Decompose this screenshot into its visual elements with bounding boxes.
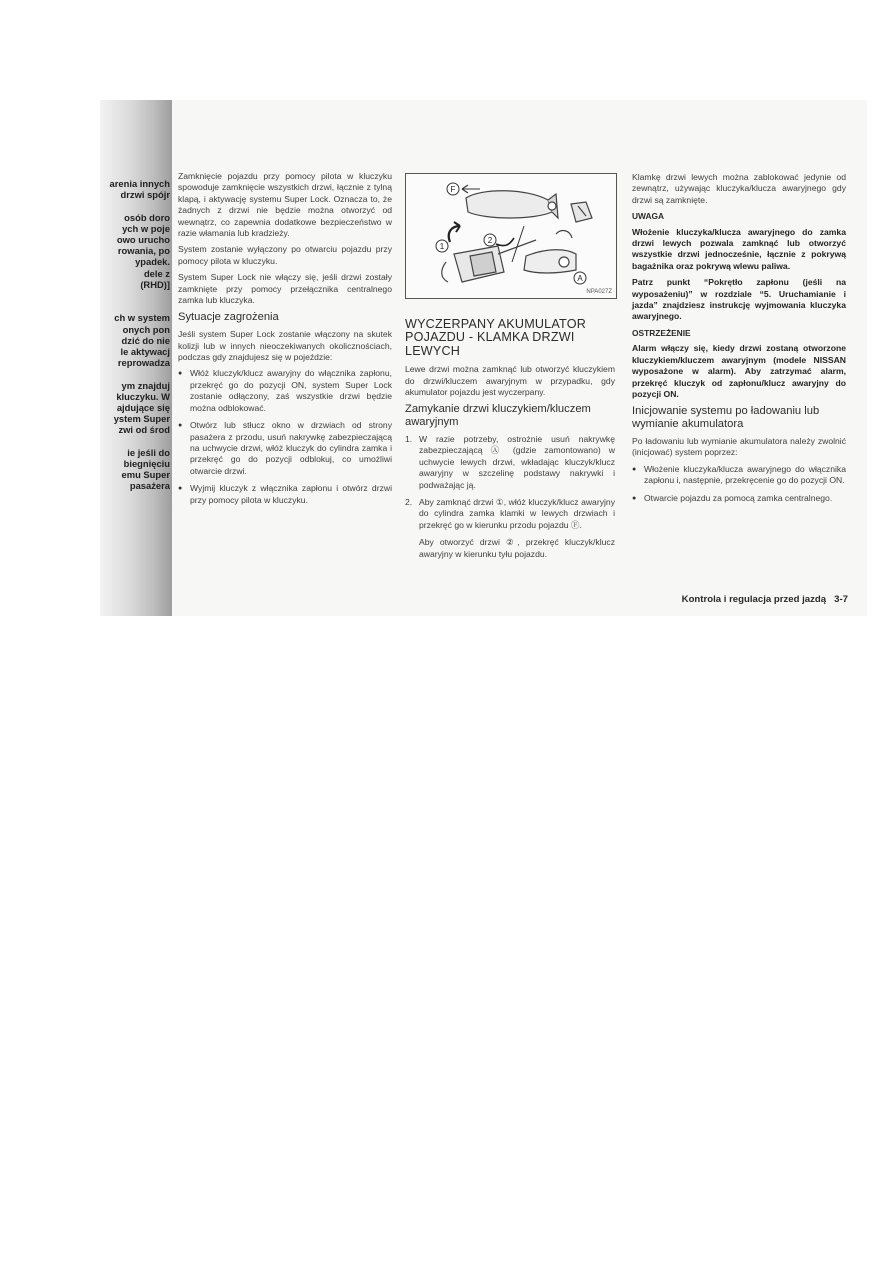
fragment-line: le aktywacj	[120, 346, 170, 358]
fragment-line	[100, 436, 170, 447]
door-handle-drawing	[406, 174, 616, 298]
column-3	[632, 172, 846, 510]
paragraph: System zostanie wyłączony po otwarciu pojazdu przy pomocy pilota w kluczyku.	[178, 244, 392, 266]
fragment-line	[100, 301, 170, 312]
warning-text: Alarm włączy się, kiedy drzwi zostaną otworzone kluczykiem/kluczem awaryjnym (modele NISSAN wyposażone w alarm). Aby zatrzymać alarm, przekręć kluczyk od zapłonu/klucz awaryjny do pozycji ON.	[632, 343, 846, 399]
paragraph: Po ładowaniu lub wymianie akumulatora należy zwolnić (inicjować) system poprzez:	[632, 435, 846, 458]
figure-label-2: 2	[487, 236, 493, 245]
reference-text: Patrz punkt “Pokrętło zapłonu (jeśli na wyposażeniu)” w rozdziale “5. Uruchamianie i jazda” znajdziesz instrukcję wyjmowania kluczyka awaryjnego.	[632, 277, 846, 322]
column-1	[178, 171, 392, 512]
fragment-line: (RHD)]	[140, 278, 170, 290]
fragment-line: pasażera	[129, 480, 170, 492]
fragment-line: biegnięciu	[123, 458, 170, 470]
paragraph: System Super Lock nie włączy się, jeśli drzwi zostały zamknięte przy pomocy przełącznika centralnego zamka lub kluczyka.	[178, 272, 392, 306]
section-heading: Sytuacje zagrożenia	[178, 311, 279, 324]
fragment-line: osób doro	[124, 211, 170, 223]
fragment-line	[100, 368, 170, 379]
page-number: 3-7	[834, 594, 848, 605]
fragment-line: dzić do nie	[121, 334, 170, 346]
fragment-line: ajdujące się	[116, 402, 170, 414]
fragment-line: zwi od środ	[118, 424, 170, 436]
figure-label-f: F	[450, 185, 456, 194]
bullet-list	[178, 368, 392, 505]
page-footer	[600, 594, 848, 605]
fragment-line: reprowadza	[117, 357, 170, 369]
section-title: WYCZERPANY AKUMULATOR POJAZDU - KLAMKA DRZWI LEWYCH	[405, 317, 587, 358]
figure-label-1: 1	[439, 242, 445, 251]
fragment-line	[100, 290, 170, 301]
fragment-line: ch w system	[114, 312, 170, 324]
fragment-line: ystem Super	[113, 413, 170, 425]
figure-label-a: A	[577, 274, 583, 283]
figure-code: NPA027Z	[586, 289, 612, 295]
fragment-line: rowania, po	[117, 245, 170, 257]
fragment-line: kluczyku. W	[116, 390, 170, 402]
list-item: ● Włożenie kluczyka/klucza awaryjnego do włącznika zapłonu i, następnie, przekręcenie go do pozycji ON.	[632, 464, 846, 487]
fragment-line: ie jeśli do	[127, 446, 170, 458]
bullet-list	[632, 464, 846, 504]
fragment-line: owo urucho	[116, 234, 170, 246]
column-2	[405, 316, 615, 566]
fragment-line: dele z	[143, 267, 170, 279]
fragment-line: ypadek.	[135, 256, 170, 268]
fragment-line: ym znajduj	[121, 379, 170, 391]
paragraph: Zamknięcie pojazdu przy pomocy pilota w kluczyku spowoduje zamknięcie wszystkich drzwi, łącznie z tylną klapą, i aktywację systemu Super Lock. Oznacza to, że żadnych z drzwi nie będzie można otworzyć od wewnątrz, co zapewnia dodatkowe bezpieczeństwo w razie włamania lub kradzieży.	[178, 171, 392, 239]
list-item: ● Otwarcie pojazdu za pomocą zamka centralnego.	[632, 493, 846, 504]
list-item: ● Włóż kluczyk/klucz awaryjny do włącznika zapłonu, przekręć go do pozycji ON, system Super Lock zostanie odłączony, zaś wszystkie drzwi będzie można odblokować.	[178, 368, 392, 414]
subsection-heading: Zamykanie drzwi kluczykiem/kluczem awaryjnym	[405, 403, 591, 429]
paragraph: Klamkę drzwi lewych można zablokować jedynie od zewnątrz, używając kluczyka/klucza awaryjnego gdy drzwi są zamknięte.	[632, 172, 846, 205]
fragment-line	[100, 200, 170, 211]
previous-page-fragment	[100, 178, 170, 492]
footer-title: Kontrola i regulacja przed jazdą	[681, 594, 827, 605]
fragment-line: arenia innych	[109, 178, 170, 189]
list-item: 2. Aby zamknąć drzwi ①, włóż kluczyk/klucz awaryjny do cylindra zamka klamki w lewych drzwiach i przekręć go w kierunku przodu pojazdu Ⓕ.	[405, 497, 615, 530]
warning-label: OSTRZEŻENIE	[632, 327, 691, 338]
notice-text: Włożenie kluczyka/klucza awaryjnego do zamka drzwi lewych pozwala zamknąć lub otworzyć wszystkie drzwi jednocześnie, łącznie z pokrywą bagażnika oraz pokrywą wlewu paliwa.	[632, 226, 846, 271]
list-item: ● Wyjmij kluczyk z włącznika zapłonu i otwórz drzwi przy pomocy pilota w kluczyku.	[178, 483, 392, 506]
paragraph: Jeśli system Super Lock zostanie włączony na skutek kolizji lub w innych nieoczekiwanych okolicznościach, podczas gdy znajdujesz się w pojeździe:	[178, 329, 392, 363]
list-item: ● Otwórz lub stłucz okno w drzwiach od strony pasażera z przodu, usuń nakrywkę zabezpieczającą na uchwycie drzwi, włóż kluczyk do cylindra zamka i przekręć go do pozycji odblokuj, co umożliwi otwarcie drzwi.	[178, 420, 392, 477]
fragment-line: onych pon	[122, 323, 170, 335]
fragment-line: ych w poje	[122, 222, 170, 234]
notice-label: UWAGA	[632, 211, 665, 222]
fragment-line: drzwi spójr	[120, 189, 170, 201]
section-heading: Inicjowanie systemu po ładowaniu lub wymianie akumulatora	[632, 405, 820, 431]
numbered-list	[405, 434, 615, 560]
list-item: 1. W razie potrzeby, ostrożnie usuń nakrywkę zabezpieczającą Ⓐ (gdzie zamontowano) w uchwycie lewych drzwi, wkładając kluczyk/klucz awaryjny w szczelinę podstawy nakrywki i podważając ją.	[405, 434, 615, 490]
list-item-continuation: Aby otworzyć drzwi ②, przekręć kluczyk/klucz awaryjny w kierunku tyłu pojazdu.	[419, 537, 615, 559]
fragment-line: emu Super	[121, 469, 170, 481]
door-handle-illustration	[405, 173, 617, 299]
paragraph: Lewe drzwi można zamknąć lub otworzyć kluczykiem do drzwi/kluczem awaryjnym w przypadku, gdy akumulator pojazdu jest wyczerpany.	[405, 364, 615, 398]
